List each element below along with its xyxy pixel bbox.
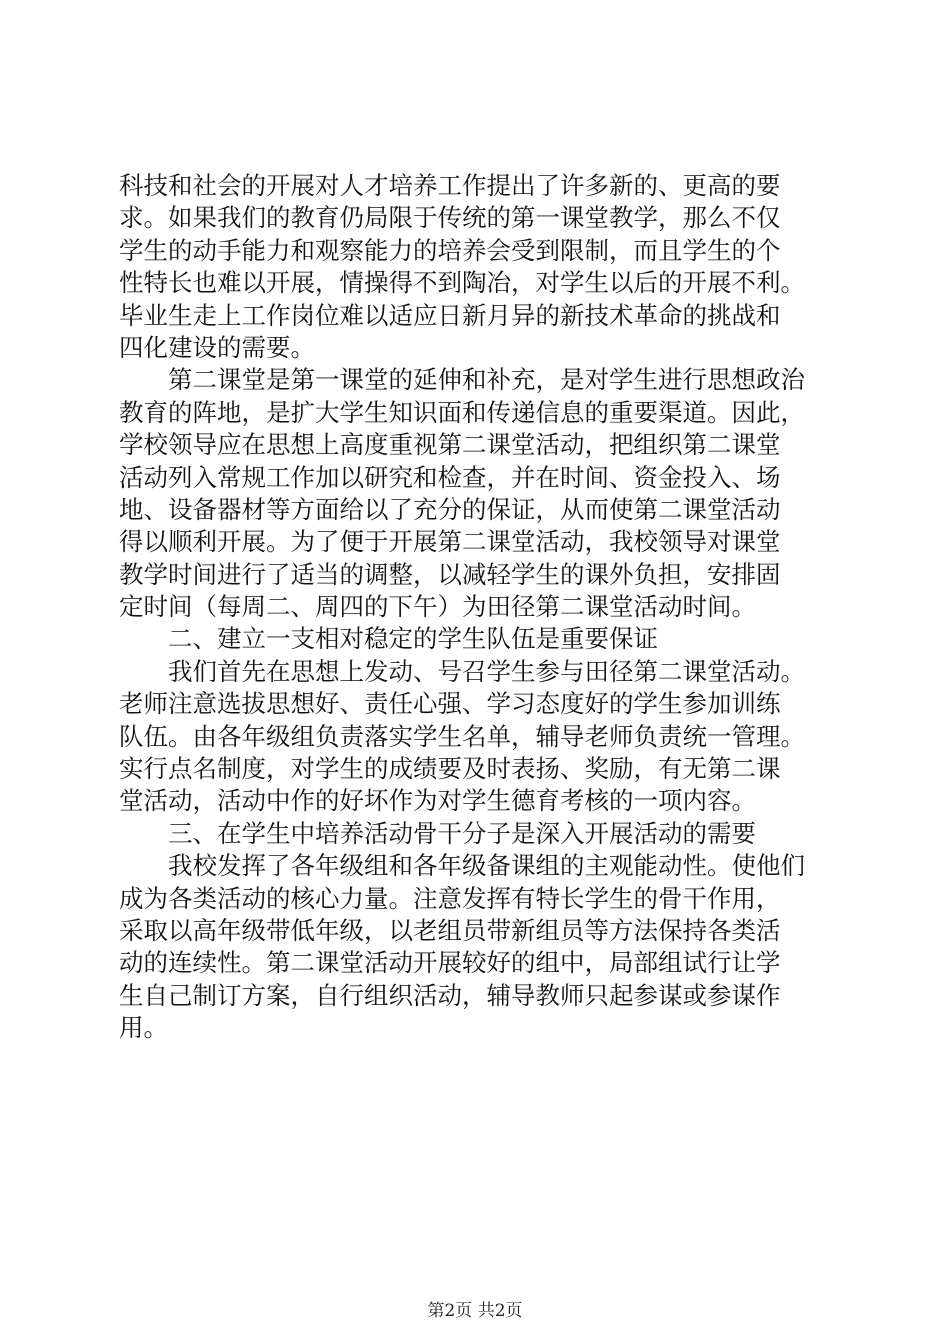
section-heading: 三、在学生中培养活动骨干分子是深入开展活动的需要 bbox=[119, 818, 756, 848]
text-line: 定时间（每周二、周四的下午）为田径第二课堂活动时间。 bbox=[119, 592, 756, 622]
text-line: 教育的阵地，是扩大学生知识面和传递信息的重要渠道。因此， bbox=[119, 397, 805, 427]
text-line: 实行点名制度，对学生的成绩要及时表扬、奖励，有无第二课 bbox=[119, 754, 781, 784]
text-line: 老师注意选拔思想好、责任心强、学习态度好的学生参加训练 bbox=[119, 689, 781, 719]
text-line: 第二课堂是第一课堂的延伸和补充，是对学生进行思想政治 bbox=[119, 365, 805, 395]
text-line: 毕业生走上工作岗位难以适应日新月异的新技术革命的挑战和 bbox=[119, 300, 781, 330]
text-line: 队伍。由各年级组负责落实学生名单，辅导老师负责统一管理。 bbox=[119, 721, 805, 751]
document-body bbox=[119, 170, 839, 1045]
text-line: 动的连续性。第二课堂活动开展较好的组中，局部组试行让学 bbox=[119, 948, 781, 978]
text-line: 我们首先在思想上发动、号召学生参与田径第二课堂活动。 bbox=[119, 656, 805, 686]
text-line: 采取以高年级带低年级，以老组员带新组员等方法保持各类活 bbox=[119, 915, 781, 945]
text-line: 生自己制订方案，自行组织活动，辅导教师只起参谋或参谋作 bbox=[119, 980, 781, 1010]
page-number-footer: 第2页 共2页 bbox=[427, 1301, 523, 1321]
text-line: 得以顺利开展。为了便于开展第二课堂活动，我校领导对课堂 bbox=[119, 527, 781, 557]
text-line: 活动列入常规工作加以研究和检查，并在时间、资金投入、场 bbox=[119, 462, 781, 492]
text-line: 学生的动手能力和观察能力的培养会受到限制，而且学生的个 bbox=[119, 235, 781, 265]
text-line: 用。 bbox=[119, 1013, 168, 1043]
text-line: 科技和社会的开展对人才培养工作提出了许多新的、更高的要 bbox=[119, 171, 781, 200]
text-line: 堂活动，活动中作的好坏作为对学生德育考核的一项内容。 bbox=[119, 786, 756, 816]
text-line: 学校领导应在思想上高度重视第二课堂活动，把组织第二课堂 bbox=[119, 430, 781, 460]
text-line: 教学时间进行了适当的调整，以减轻学生的课外负担，安排固 bbox=[119, 559, 781, 589]
text-line: 求。如果我们的教育仍局限于传统的第一课堂教学，那么不仅 bbox=[119, 203, 781, 233]
text-line: 四化建设的需要。 bbox=[119, 332, 315, 362]
text-line: 地、设备器材等方面给以了充分的保证，从而使第二课堂活动 bbox=[119, 494, 781, 524]
section-heading: 二、建立一支相对稳定的学生队伍是重要保证 bbox=[119, 624, 658, 654]
text-line: 我校发挥了各年级组和各年级备课组的主观能动性。使他们 bbox=[119, 851, 805, 881]
text-line: 成为各类活动的核心力量。注意发挥有特长学生的骨干作用， bbox=[119, 883, 781, 913]
text-line: 性特长也难以开展，情操得不到陶冶，对学生以后的开展不利。 bbox=[119, 268, 805, 298]
